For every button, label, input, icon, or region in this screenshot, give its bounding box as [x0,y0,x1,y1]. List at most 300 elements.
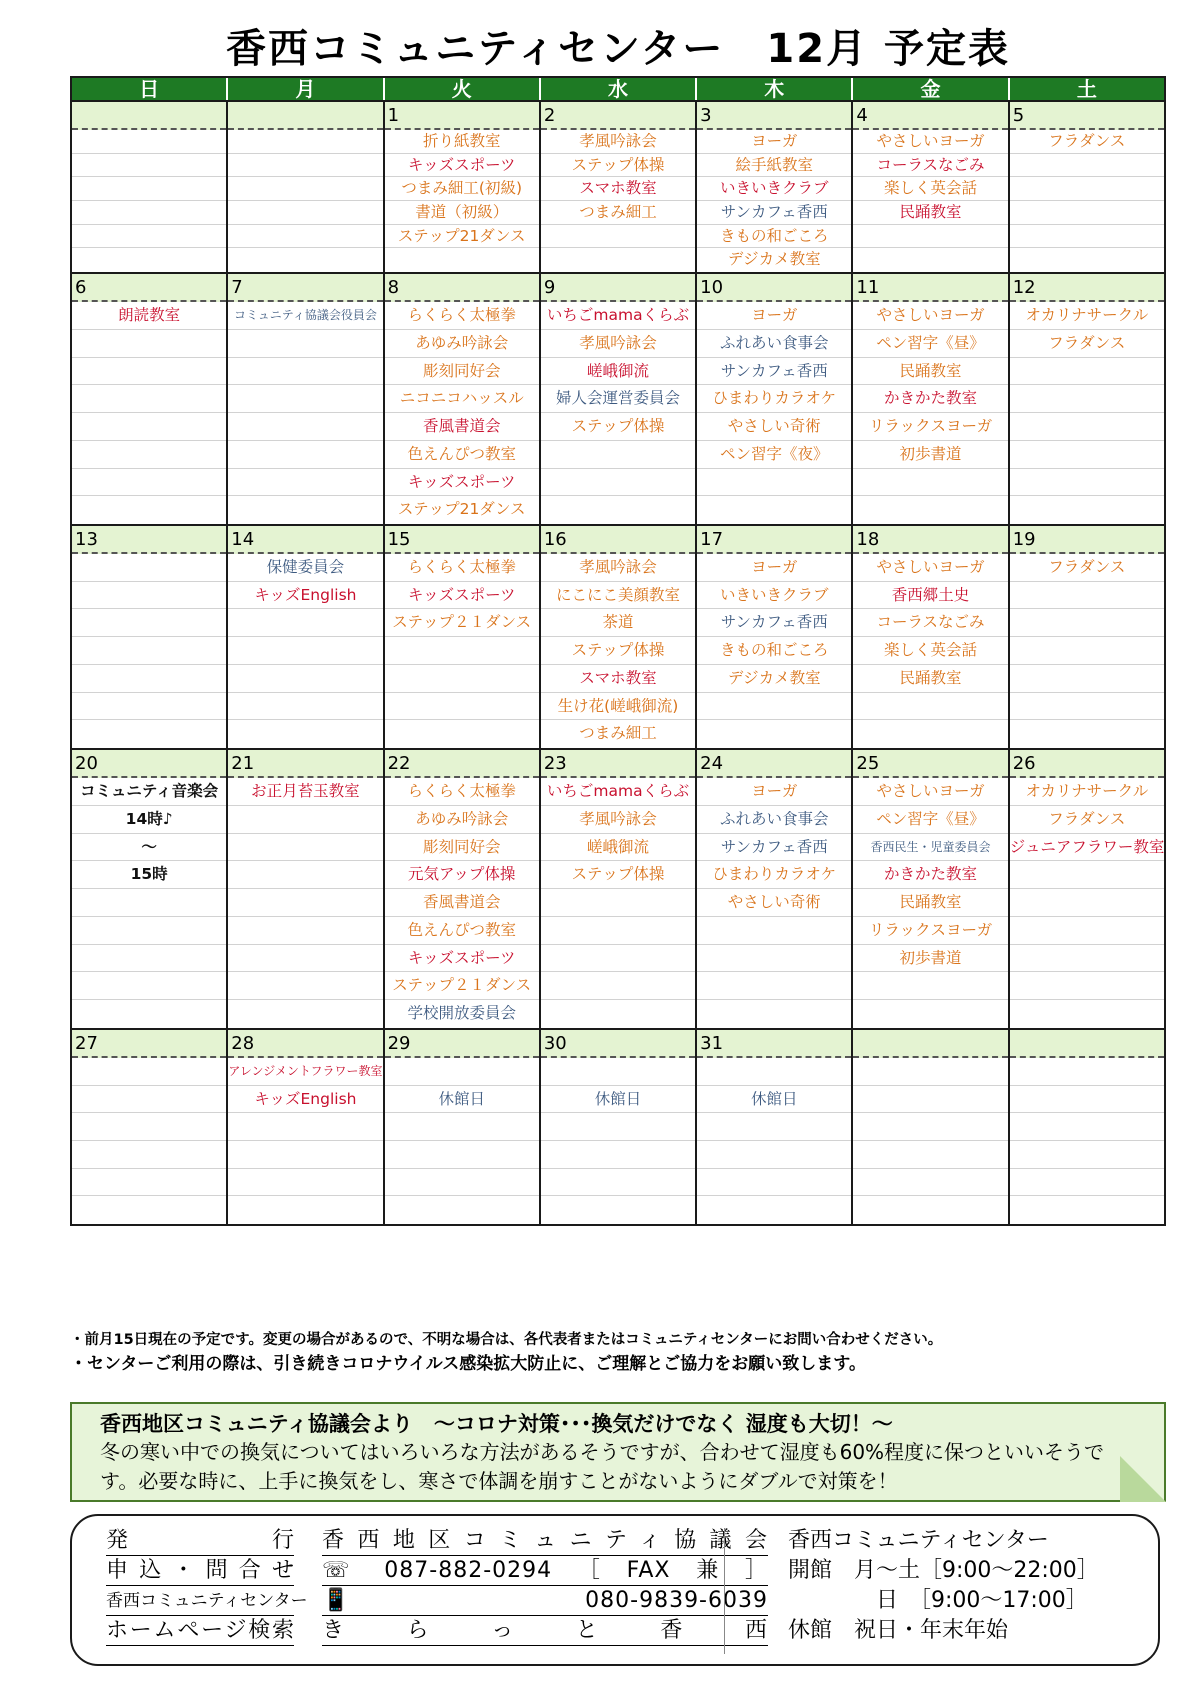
event-slot-empty [72,225,226,249]
event-slot-empty [541,889,695,917]
event-item: 元気アップ体操 [385,861,539,889]
event-item: あゆみ吟詠会 [385,330,539,358]
event-item: 孝風吟詠会 [541,554,695,582]
info-box [70,1402,1166,1502]
event-item: 15時 [72,861,226,889]
event-item: 香風書道会 [385,889,539,917]
event-slot-empty [541,1113,695,1141]
event-slot-empty [72,413,226,441]
event-item: キッズEnglish [228,582,382,610]
event-slot-empty [385,665,539,693]
weekday-label: 木 [697,78,853,100]
event-item: サンカフェ香西 [697,358,851,386]
event-item [697,1058,851,1086]
event-slot-empty [72,201,226,225]
event-slot-empty [1010,469,1164,497]
event-item: 孝風吟詠会 [541,330,695,358]
day-number: 2 [541,102,695,130]
day-number: 7 [228,274,382,302]
event-slot-empty [72,665,226,693]
event-item: 嵯峨御流 [541,358,695,386]
footer-value: 香西地区コミュニティ協議会 [322,1526,768,1556]
day-number: 31 [697,1030,851,1058]
event-item: キッズスポーツ [385,582,539,610]
event-item: いちごmamaくらぶ [541,302,695,330]
event-slot-empty [1010,248,1164,272]
calendar-day [541,1030,697,1224]
calendar-day [541,750,697,1028]
event-slot-empty [1010,637,1164,665]
day-number: 6 [72,274,226,302]
day-number: 18 [853,526,1007,554]
event-item: 楽しく英会話 [853,177,1007,201]
calendar-day [853,102,1009,272]
event-slot-empty [228,248,382,272]
calendar-day [853,750,1009,1028]
event-slot-empty [1010,917,1164,945]
event-item: お正月苔玉教室 [228,778,382,806]
event-item: ペン習字《夜》 [697,441,851,469]
event-item: ～ [72,834,226,862]
event-slot-empty [228,637,382,665]
footer-hours [788,1526,1138,1646]
event-slot-empty [1010,201,1164,225]
event-item: ふれあい食事会 [697,330,851,358]
footer-phone[interactable]: ☏ 087-882-0294［FAX兼］ [322,1556,768,1586]
event-item: ペン習字《昼》 [853,806,1007,834]
event-slot-empty [228,154,382,178]
event-slot-empty [228,665,382,693]
event-item: やさしいヨーガ [853,302,1007,330]
info-box-title: 香西地区コミュニティ協議会より ～コロナ対策･･･換気だけでなく 湿度も大切！～ [100,1412,893,1436]
event-slot-empty [228,385,382,413]
event-slot-empty [72,1169,226,1197]
event-item: 孝風吟詠会 [541,806,695,834]
footer-label: ホームページ検索 [106,1616,294,1646]
event-slot-empty [853,496,1007,524]
event-item: 初歩書道 [853,945,1007,973]
event-item: ステップ21ダンス [385,225,539,249]
event-item: キッズスポーツ [385,945,539,973]
event-item: いきいきクラブ [697,582,851,610]
event-slot-empty [1010,609,1164,637]
event-slot-empty [385,1169,539,1197]
weekday-label: 日 [72,78,228,100]
event-item: 香西郷土史 [853,582,1007,610]
footer-divider [724,1528,725,1654]
event-slot-empty [1010,1058,1164,1086]
calendar-day [853,526,1009,748]
footer-row-center [106,1586,768,1616]
event-slot-empty [72,358,226,386]
weekday-label: 水 [541,78,697,100]
calendar-day [853,1030,1009,1224]
event-item: ステップ体操 [541,413,695,441]
event-item: ステップ２１ダンス [385,972,539,1000]
event-item: コミュニティ協議会役員会 [228,302,382,330]
event-item: つまみ細工 [541,201,695,225]
event-item: やさしいヨーガ [853,778,1007,806]
event-slot-empty [697,1141,851,1169]
event-item: サンカフェ香西 [697,201,851,225]
day-number [853,1030,1007,1058]
event-item: フラダンス [1010,330,1164,358]
calendar-day [385,750,541,1028]
event-item [385,1058,539,1086]
event-item: らくらく太極拳 [385,778,539,806]
event-slot-empty [1010,693,1164,721]
weekday-label: 土 [1076,77,1097,101]
calendar [70,76,1166,1226]
calendar-week [70,526,1166,750]
event-item: ステップ２１ダンス [385,609,539,637]
event-item: 休館日 [697,1086,851,1114]
event-slot-empty [1010,861,1164,889]
day-number: 12 [1010,274,1164,302]
event-slot-empty [1010,441,1164,469]
event-item: 婦人会運営委員会 [541,385,695,413]
event-item: 彫刻同好会 [385,834,539,862]
day-number: 16 [541,526,695,554]
event-slot-empty [541,441,695,469]
event-item: オカリナサークル [1010,778,1164,806]
event-slot-empty [228,1169,382,1197]
calendar-day [72,274,228,524]
event-slot-empty [853,248,1007,272]
calendar-day [541,102,697,272]
event-slot-empty [1010,154,1164,178]
page-title: 香西コミュニティセンター 12月 予定表 [226,26,1010,72]
event-slot-empty [697,496,851,524]
notes [70,1330,1166,1378]
event-slot-empty [228,972,382,1000]
event-slot-empty [1010,665,1164,693]
calendar-day [228,102,384,272]
event-item: つまみ細工 [579,724,657,743]
event-slot-empty [853,1196,1007,1224]
event-slot-empty [228,1000,382,1028]
event-slot-empty [1010,358,1164,386]
event-item: きもの和ごころ [697,225,851,249]
event-slot-empty [853,469,1007,497]
event-slot-empty [1010,1086,1164,1114]
event-item: 初歩書道 [853,441,1007,469]
event-slot-empty [697,972,851,1000]
event-item: フラダンス [1010,806,1164,834]
event-item: 茶道 [541,609,695,637]
event-item: キッズスポーツ [385,469,539,497]
day-number: 4 [853,102,1007,130]
event-slot-empty [72,154,226,178]
day-number: 20 [72,750,226,778]
footer-contact [106,1526,768,1646]
event-item: ふれあい食事会 [697,806,851,834]
event-item: 民踊教室 [853,201,1007,225]
event-item: 香風書道会 [385,413,539,441]
event-item: いちごmamaくらぶ [541,778,695,806]
day-number: 30 [541,1030,695,1058]
event-item: 彫刻同好会 [385,358,539,386]
event-slot-empty [697,1113,851,1141]
event-slot-empty [72,1086,226,1114]
footer-row-publisher [106,1526,768,1556]
event-item: 民踊教室 [853,358,1007,386]
event-item: フラダンス [1010,554,1164,582]
event-item: らくらく太極拳 [385,302,539,330]
event-slot-empty [541,469,695,497]
event-item: 楽しく英会話 [853,637,1007,665]
event-item: やさしい奇術 [697,413,851,441]
day-number [1010,1030,1164,1058]
calendar-day [1010,526,1166,748]
event-item: 民踊教室 [853,665,1007,693]
calendar-day [697,102,853,272]
event-item: かきかた教室 [853,385,1007,413]
calendar-day [72,526,228,748]
event-slot-empty [72,130,226,154]
day-number: 26 [1010,750,1164,778]
event-slot-empty [1010,225,1164,249]
calendar-day [228,526,384,748]
event-item: コーラスなごみ [853,154,1007,178]
event-slot-empty [228,609,382,637]
event-slot-empty [541,1141,695,1169]
event-slot-empty [853,1000,1007,1028]
calendar-day [385,274,541,524]
event-slot-empty [697,1169,851,1197]
calendar-week [70,750,1166,1030]
info-box-body: 冬の寒い中での換気についてはいろいろな方法があるそうですが、合わせて湿度も60%程度に保つといいそうです。必要な時に、上手に換気をし、寒さで体調を崩すことがないようにダブルで対策を！ [100,1440,1105,1493]
event-slot-empty [72,637,226,665]
event-item: 書道（初級） [385,201,539,225]
event-slot-empty [228,693,382,721]
event-slot-empty [385,720,539,748]
event-item: コミュニティ音楽会 [72,778,226,806]
event-slot-empty [228,720,382,748]
event-slot-empty [228,889,382,917]
event-slot-empty [385,693,539,721]
footer-mobile[interactable]: 📱080-9839-6039 [322,1586,768,1616]
event-item: 保健委員会 [228,554,382,582]
footer-row-homepage [106,1616,768,1646]
event-slot-empty [853,720,1007,748]
event-item: 絵手紙教室 [697,154,851,178]
calendar-week [70,274,1166,526]
calendar-day [72,102,228,272]
calendar-day [385,102,541,272]
event-slot-empty [1010,385,1164,413]
day-number: 10 [697,274,851,302]
event-slot-empty [228,834,382,862]
event-item: デジカメ教室 [697,665,851,693]
weekday-label: 月 [228,78,384,100]
event-item: ニコニコハッスル [385,385,539,413]
event-slot-empty [228,201,382,225]
event-item: キッズスポーツ [385,154,539,178]
event-item: フラダンス [1010,130,1164,154]
footer-label: 発行 [106,1526,294,1556]
event-slot-empty [72,496,226,524]
event-item: ペン習字《昼》 [853,330,1007,358]
event-item: やさしいヨーガ [853,554,1007,582]
event-slot-empty [541,248,695,272]
event-slot-empty [228,1141,382,1169]
day-number: 8 [385,274,539,302]
event-slot-empty [1010,972,1164,1000]
event-item: らくらく太極拳 [385,554,539,582]
event-slot-empty [697,1196,851,1224]
event-item: リラックスヨーガ [853,413,1007,441]
event-slot-empty [385,1196,539,1224]
calendar-day [541,274,697,524]
day-number: 15 [385,526,539,554]
day-number [72,102,226,130]
event-slot-empty [1010,1169,1164,1197]
event-item: 色えんぴつ教室 [385,917,539,945]
event-item: 折り紙教室 [385,130,539,154]
event-item: 孝風吟詠会 [541,130,695,154]
event-slot-empty [72,177,226,201]
event-slot-empty [72,693,226,721]
calendar-day [697,274,853,524]
event-slot-empty [72,1058,226,1086]
day-number [228,102,382,130]
footer-homepage-search[interactable]: きらっと香西 [322,1616,768,1646]
calendar-day [228,274,384,524]
event-item: 生け花(嵯峨御流) [541,693,695,721]
event-slot-empty [228,358,382,386]
event-slot-empty [72,609,226,637]
footer-label: 申込・問合せ [106,1556,294,1586]
event-item: オカリナサークル [1010,302,1164,330]
event-item: つまみ細工(初級) [385,177,539,201]
event-item: かきかた教室 [853,861,1007,889]
event-slot-empty [697,720,851,748]
event-item: やさしい奇術 [697,889,851,917]
event-slot-empty [72,1141,226,1169]
calendar-day [1010,274,1166,524]
event-slot-empty [228,177,382,201]
event-slot-empty [72,917,226,945]
event-item: ステップ21ダンス [397,500,526,519]
calendar-day [385,1030,541,1224]
event-slot-empty [853,972,1007,1000]
weekday-label: 金 [853,78,1009,100]
event-item: ジュニアフラワー教室 [1010,834,1164,862]
event-item: デジカメ教室 [727,250,821,269]
event-slot-empty [228,917,382,945]
event-slot-empty [697,693,851,721]
event-item: サンカフェ香西 [697,834,851,862]
event-item: ヨーガ [697,778,851,806]
day-number: 27 [72,1030,226,1058]
event-slot-empty [72,582,226,610]
event-item: 香西民生・児童委員会 [853,834,1007,862]
calendar-week [70,1030,1166,1226]
day-number: 19 [1010,526,1164,554]
event-slot-empty [72,248,226,272]
event-slot-empty [72,1000,226,1028]
event-slot-empty [228,469,382,497]
event-slot-empty [228,945,382,973]
day-number: 11 [853,274,1007,302]
event-slot-empty [1010,177,1164,201]
event-item: 休館日 [541,1086,695,1114]
day-number: 23 [541,750,695,778]
event-item: サンカフェ香西 [697,609,851,637]
event-slot-empty [1010,1113,1164,1141]
event-slot-empty [1010,1000,1164,1028]
event-item: いきいきクラブ [697,177,851,201]
event-slot-empty [1010,413,1164,441]
event-item: 民踊教室 [853,889,1007,917]
event-item: にこにこ美顔教室 [541,582,695,610]
event-item: 朗読教室 [72,302,226,330]
day-number: 24 [697,750,851,778]
event-slot-empty [853,1141,1007,1169]
event-slot-empty [1010,720,1164,748]
event-item: きもの和ごころ [697,637,851,665]
event-slot-empty [697,469,851,497]
event-slot-empty [72,889,226,917]
calendar-day [72,750,228,1028]
day-number: 5 [1010,102,1164,130]
event-slot-empty [697,945,851,973]
event-slot-empty [72,330,226,358]
event-slot-empty [228,861,382,889]
event-slot-empty [541,1169,695,1197]
event-slot-empty [1010,1196,1164,1224]
event-slot-empty [228,1196,382,1224]
event-item: 14時♪ [72,806,226,834]
event-item: スマホ教室 [541,665,695,693]
weekday-header [70,76,1166,102]
event-slot-empty [385,637,539,665]
center-name: 香西コミュニティセンター [788,1528,1049,1553]
event-slot-empty [72,720,226,748]
calendar-day [697,526,853,748]
event-slot-empty [385,1141,539,1169]
event-slot-empty [541,1196,695,1224]
event-slot-empty [72,385,226,413]
event-slot-empty [541,496,695,524]
day-number: 1 [385,102,539,130]
event-slot-empty [228,496,382,524]
calendar-day [697,1030,853,1224]
event-item: 嵯峨御流 [541,834,695,862]
event-slot-empty [1010,945,1164,973]
hours-sunday: 日 ［9:00～17:00］ [788,1588,1088,1613]
event-slot-empty [541,972,695,1000]
day-number: 3 [697,102,851,130]
calendar-day [385,526,541,748]
event-slot-empty [228,806,382,834]
event-item: 学校開放委員会 [407,1004,516,1023]
event-slot-empty [541,225,695,249]
event-slot-empty [72,441,226,469]
event-item: ヨーガ [697,554,851,582]
day-number: 29 [385,1030,539,1058]
day-number: 14 [228,526,382,554]
event-item: ひまわりカラオケ [697,861,851,889]
event-slot-empty [385,248,539,272]
day-number: 28 [228,1030,382,1058]
footer [70,1514,1160,1666]
event-slot-empty [1010,582,1164,610]
event-slot-empty [853,1058,1007,1086]
event-slot-empty [541,945,695,973]
day-number: 9 [541,274,695,302]
